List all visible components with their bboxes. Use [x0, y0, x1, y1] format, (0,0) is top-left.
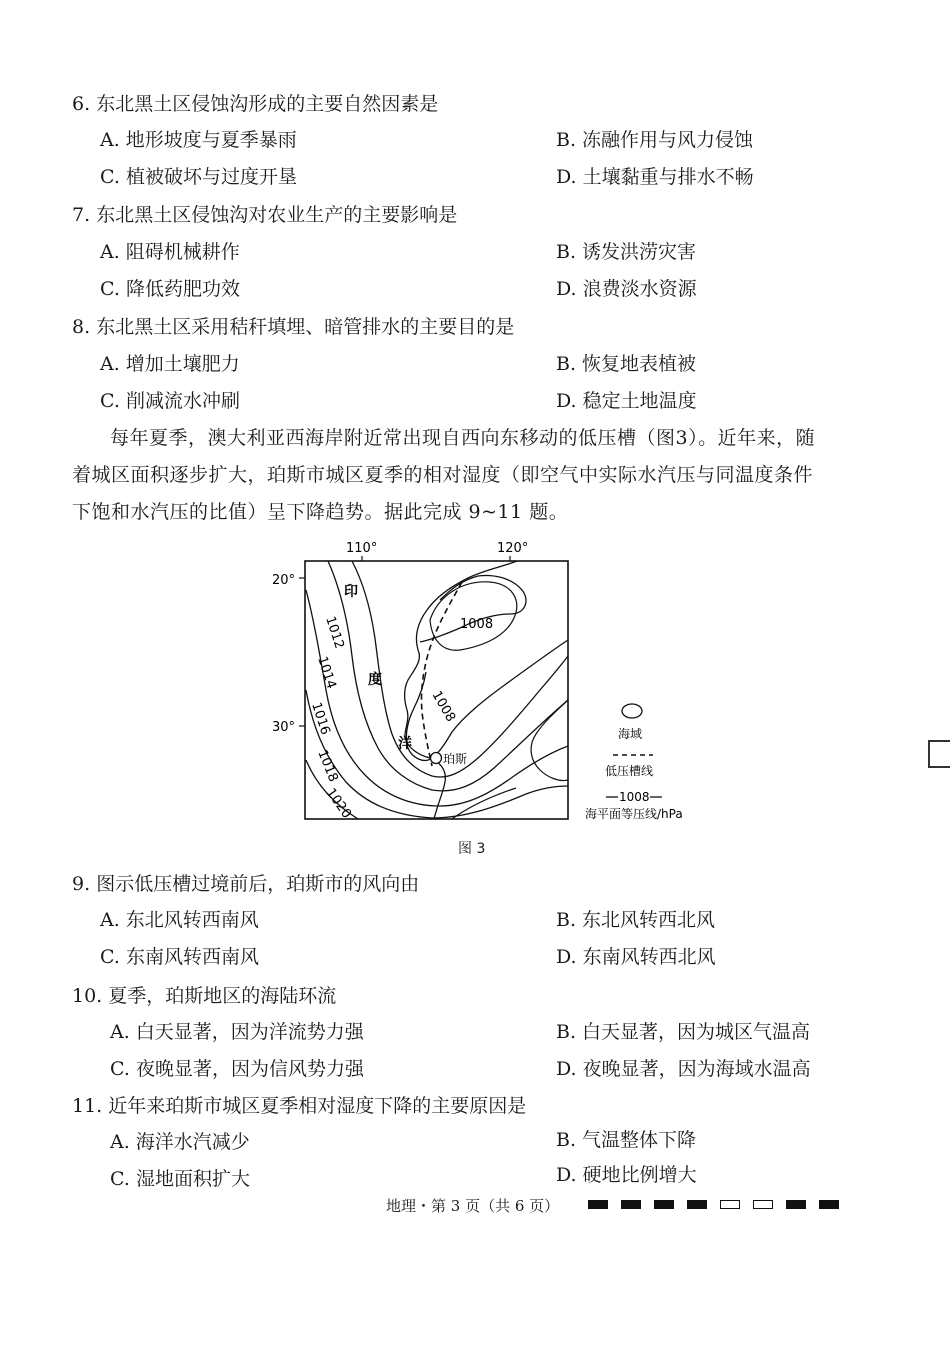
question-11-option-d: D. 硬地比例增大: [556, 1164, 697, 1186]
isobar-label: 1016: [308, 700, 333, 737]
legend-isobar-value: 1008: [619, 790, 650, 804]
question-8-option-c: C. 削减流水冲刷: [100, 390, 240, 412]
page-footer: 地理・第 3 页（共 6 页）: [386, 1197, 560, 1215]
figure-caption: 图 3: [458, 841, 486, 857]
question-9-option-b: B. 东北风转西北风: [556, 909, 716, 931]
isobar-1008-south: [406, 640, 568, 760]
legend-sea-symbol: [622, 704, 642, 718]
question-10-option-a: A. 白天显著，因为洋流势力强: [110, 1021, 364, 1043]
question-7-option-d: D. 浪费淡水资源: [556, 278, 697, 300]
lon-label-120: 120°: [497, 541, 529, 556]
question-11-option-b: B. 气温整体下降: [556, 1129, 697, 1151]
question-10-option-d: D. 夜晚显著，因为海域水温高: [556, 1058, 811, 1080]
question-8-option-b: B. 恢复地表植被: [556, 353, 697, 375]
footer-mark: [753, 1200, 773, 1209]
passage-line: 每年夏季，澳大利亚西海岸附近常出现自西向东移动的低压槽（图3）。近年来，随: [110, 427, 816, 449]
isobar-label: 1012: [322, 614, 347, 651]
question-10-option-c: C. 夜晚显著，因为信风势力强: [110, 1058, 364, 1080]
ocean-label: 印: [344, 584, 358, 600]
question-9-option-a: A. 东北风转西南风: [100, 909, 259, 931]
question-9-option-d: D. 东南风转西北风: [556, 946, 716, 968]
ocean-label: 洋: [398, 736, 412, 752]
footer-mark: [720, 1200, 740, 1209]
gulf-outline: [531, 700, 568, 781]
isobar-label: 1008: [460, 617, 494, 632]
question-8-option-d: D. 稳定土地温度: [556, 390, 697, 412]
footer-mark: [621, 1200, 641, 1209]
isobar-label: 1018: [314, 747, 341, 785]
question-8-option-a: A. 增加土壤肥力: [100, 353, 240, 375]
question-7-option-c: C. 降低药肥功效: [100, 278, 240, 300]
question-7-stem: [72, 203, 457, 227]
passage-line: 着城区面积逐步扩大，珀斯市城区夏季的相对湿度（即空气中实际水汽压与同温度条件: [72, 464, 814, 486]
isobar-1012: [352, 561, 568, 777]
lon-label-110: 110°: [346, 541, 378, 556]
question-7-option-b: B. 诱发洪涝灾害: [556, 241, 697, 263]
question-9-option-c: C. 东南风转西南风: [100, 946, 259, 968]
figure-3-map: [260, 535, 700, 830]
question-6-option-c: C. 植被破坏与过度开垦: [100, 166, 297, 188]
legend-trough-label: 低压槽线: [605, 764, 654, 778]
edge-bracket: [928, 740, 950, 768]
question-6-option-a: A. 地形坡度与夏季暴雨: [100, 129, 297, 151]
question-11-stem: [72, 1094, 526, 1118]
isobar-label: 1014: [314, 654, 339, 691]
question-text: 东北黑土区侵蚀沟对农业生产的主要影响是: [96, 204, 458, 226]
isobar-1008-north: [420, 576, 526, 642]
passage-line: 下饱和水汽压的比值）呈下降趋势。据此完成 9~11 题。: [72, 501, 569, 523]
footer-mark: [819, 1200, 839, 1209]
question-6-option-d: D. 土壤黏重与排水不畅: [556, 166, 754, 188]
question-10-stem: [72, 984, 336, 1008]
question-6-option-b: B. 冻融作用与风力侵蚀: [556, 129, 754, 151]
question-7-option-a: A. 阻碍机械耕作: [100, 241, 240, 263]
footer-mark: [654, 1200, 674, 1209]
perth-city-marker: [431, 753, 442, 764]
city-label-perth: 珀斯: [443, 752, 468, 766]
footer-mark: [588, 1200, 608, 1209]
legend-isobar-label: 海平面等压线/hPa: [585, 807, 683, 821]
question-number: 6.: [72, 93, 91, 115]
question-number: 10.: [72, 985, 103, 1007]
question-number: 7.: [72, 204, 91, 226]
question-text: 近年来珀斯市城区夏季相对湿度下降的主要原因是: [108, 1095, 527, 1117]
isobar-label: 1020: [322, 785, 354, 822]
question-text: 东北黑土区采用秸秆填埋、暗管排水的主要目的是: [96, 316, 515, 338]
question-number: 11.: [72, 1095, 103, 1117]
question-text: 图示低压槽过境前后，珀斯市的风向由: [96, 873, 420, 895]
isobar-label: 1008: [428, 688, 459, 725]
question-10-option-b: B. 白天显著，因为城区气温高: [556, 1021, 811, 1043]
footer-marks: [588, 1200, 839, 1209]
question-8-stem: [72, 315, 514, 339]
question-number: 9.: [72, 873, 91, 895]
reading-passage: [72, 420, 872, 531]
question-text: 夏季，珀斯地区的海陆环流: [108, 985, 337, 1007]
question-11-option-a: A. 海洋水汽减少: [110, 1131, 250, 1153]
legend-sea-label: 海域: [618, 727, 643, 741]
footer-mark: [786, 1200, 806, 1209]
question-number: 8.: [72, 316, 91, 338]
question-9-stem: [72, 872, 419, 896]
lat-label-20: 20°: [272, 573, 296, 588]
ocean-label: 度: [368, 672, 382, 688]
footer-mark: [687, 1200, 707, 1209]
question-11-option-c: C. 湿地面积扩大: [110, 1168, 250, 1190]
lat-label-30: 30°: [272, 720, 296, 735]
question-text: 东北黑土区侵蚀沟形成的主要自然因素是: [96, 93, 439, 115]
question-6-stem: [72, 92, 438, 116]
